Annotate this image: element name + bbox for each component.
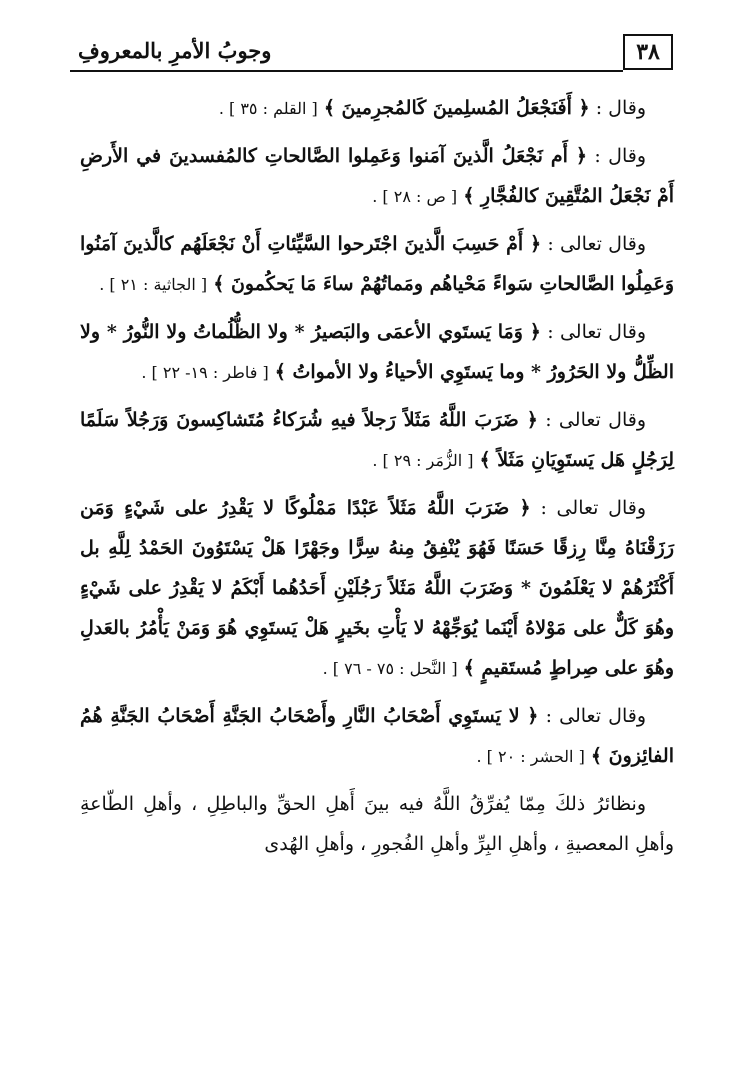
quote-intro: وقال : [595,97,646,119]
quote-intro: وقال تعالى : [545,409,646,431]
quote-intro: وقال تعالى : [540,497,647,519]
quote-paragraph-5 [80,400,674,481]
quran-verse: ﴿ ضَرَبَ اللَّهُ مَثَلاً رَجلاً فيهِ شُرَكاءُ مُتَشاكِسونَ وَرَجُلاً سَلَمًا لِرَجُلٍ هَل يَستَوِيَانِ مَثَلاً ﴾ [80,409,674,471]
verse-reference: [ فاطر : ١٩- ٢٢ ] . [141,363,269,382]
quote-paragraph-1 [80,88,674,129]
verse-reference: [ الجاثية : ٢١ ] . [99,275,208,294]
quote-paragraph-3 [80,224,674,305]
quran-verse: ﴿ لا يَستَوِي أَصْحَابُ النَّارِ وأَصْحَابُ الجَنَّةِ أَصْحَابُ الجَنَّةِ هُمُ الفائِزونَ ﴾ [80,705,674,767]
quote-paragraph-2 [80,136,674,217]
verse-reference: [ النَّحل : ٧٥ - ٧٦ ] . [322,659,458,678]
quote-intro: وقال تعالى : [547,233,647,255]
page-header [70,30,673,74]
closing-text: ونظائرُ ذلكَ مِمّا يُفرِّقُ اللَّهُ فيه بينَ أَهلِ الحقِّ والباطِلِ ، وأهلِ الطّاعةِ وأهلِ المعصيةِ ، وأهلِ البِرِّ وأهلِ الفُجورِ ، وأهلِ الهُدى [80,793,674,855]
page-number: ٣٨ [623,34,673,70]
quote-intro: وقال تعالى : [545,705,647,727]
quran-verse: ﴿ أَفَنَجْعَلُ المُسلِمينَ كَالمُجرِمينَ ﴾ [323,97,590,119]
running-title: وجوبُ الأمرِ بالمعروفِ [78,38,272,63]
page-body [80,88,674,871]
quote-intro: وقال : [594,145,646,167]
header-rule [70,70,623,72]
quran-verse: ﴿ ضَرَبَ اللَّهُ مَثَلاً عَبْدًا مَمْلُوكًا لا يَقْدِرُ على شَيْءٍ وَمَن رَزَقْنَاهُ مِنَّا رِزقًا حَسَنًا فَهُوَ يُنْفِقُ مِنهُ سِرًّا وجَهْرًا هَلْ يَسْتَوُونَ الحَمْدُ لِلَّهِ بل أَكْثَرُهُمْ لا يَعْلَمُونَ * وَضَرَبَ اللَّهُ مَثَلاً رَجُلَيْنِ أَحَدُهُما أَبْكَمُ لا يَقْدِرُ على شَيْءٍ وهُوَ كَلٌّ على مَوْلاهُ أَيْنَما يُوَجِّهْهُ لا يَأْتِ بخَيرٍ هَلْ يَستَوِي هُوَ وَمَنْ يَأْمُرُ بالعَدلِ وهُوَ على صِراطٍ مُستَقيمٍ ﴾ [80,497,674,679]
verse-reference: [ الزُّمَر : ٢٩ ] . [372,451,474,470]
quote-paragraph-4 [80,312,674,393]
quote-paragraph-6 [80,488,674,689]
closing-paragraph [80,784,674,864]
quote-intro: وقال تعالى : [547,321,646,343]
quran-verse: ﴿ أَمْ حَسِبَ الَّذينَ اجْتَرحوا السَّيِّئاتِ أَنْ نَجْعَلَهُم كالَّذينَ آمَنُوا وَعَمِلُوا الصَّالحاتِ سَواءً مَحْياهُم ومَماتُهُمْ ساءَ مَا يَحكُمونَ ﴾ [80,233,674,295]
verse-reference: [ ص : ٢٨ ] . [372,187,458,206]
verse-reference: [ الحشر : ٢٠ ] . [476,747,585,766]
quran-verse: ﴿ أَم نَجْعَلُ الَّذينَ آمَنوا وَعَمِلوا الصَّالحاتِ كالمُفسدينَ في الأَرضِ أَمْ نَجْعَلُ المُتَّقِينَ كالفُجَّارِ ﴾ [80,145,674,207]
quote-paragraph-7 [80,696,674,777]
verse-reference: [ القلم : ٣٥ ] . [218,99,318,118]
quran-verse: ﴿ وَمَا يَستَوي الأعمَى والبَصيرُ * ولا الظُّلُماتُ ولا النُّورُ * ولا الظِّلُّ ولا الحَرُورُ * وما يَستَوِي الأحياءُ ولا الأمواتُ ﴾ [80,321,674,383]
